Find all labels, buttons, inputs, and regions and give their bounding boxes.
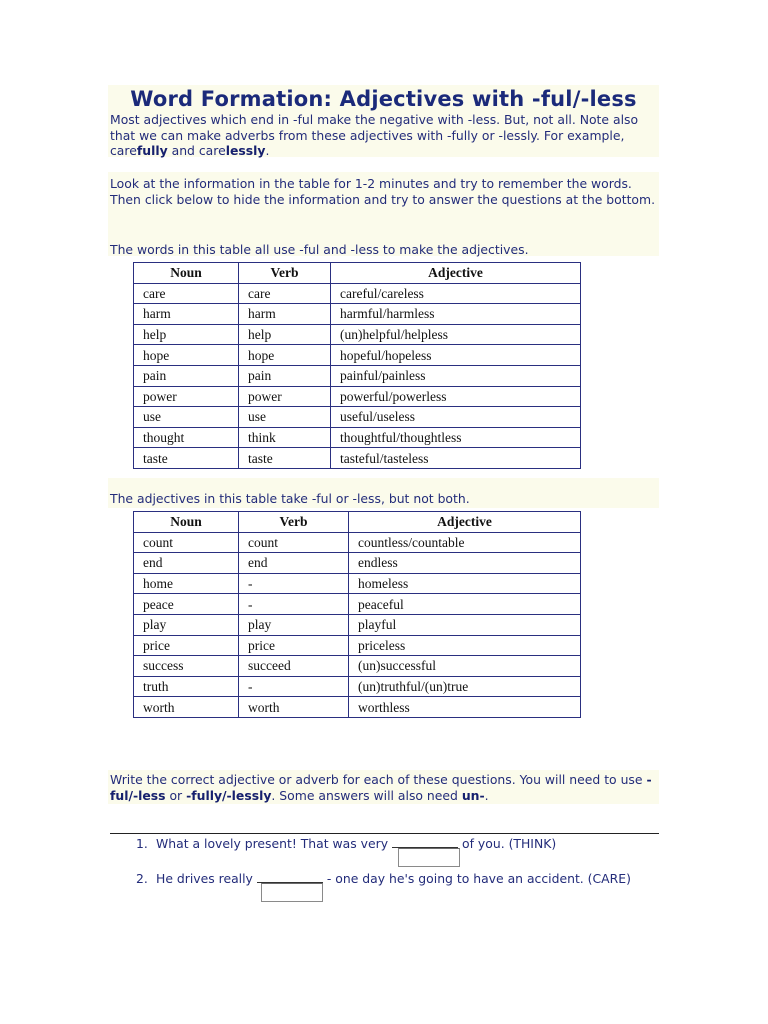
cell-verb: taste	[239, 448, 331, 469]
table-row	[134, 448, 581, 469]
cell-adjective: endless	[349, 553, 581, 574]
table-row	[134, 427, 581, 448]
table-row	[134, 697, 581, 718]
example-1-stem: care	[110, 143, 137, 159]
cell-adjective: playful	[349, 614, 581, 635]
cell-adjective: thoughtful/thoughtless	[331, 427, 581, 448]
cell-noun: play	[134, 614, 239, 635]
cell-noun: use	[134, 407, 239, 428]
cell-adjective: harmful/harmless	[331, 304, 581, 325]
table1-caption: The words in this table all use -ful and -less to make the adjectives.	[110, 242, 529, 257]
example-2-suffix: lessly	[225, 143, 266, 159]
cell-noun: hope	[134, 345, 239, 366]
table-row	[134, 635, 581, 656]
cell-adjective: useful/useless	[331, 407, 581, 428]
cell-verb: -	[239, 676, 349, 697]
cell-adjective: (un)helpful/helpless	[331, 324, 581, 345]
cell-verb: succeed	[239, 656, 349, 677]
question-2	[136, 870, 631, 886]
header-adjective: Adjective	[331, 263, 581, 284]
header-adjective: Adjective	[349, 512, 581, 533]
task-text-3: . Some answers will also need	[271, 787, 462, 803]
table-header-row	[134, 263, 581, 284]
task-text-4: .	[484, 787, 489, 803]
cell-adjective: (un)truthful/(un)true	[349, 676, 581, 697]
example-1-suffix: fully	[136, 143, 168, 159]
cell-adjective: priceless	[349, 635, 581, 656]
table-row	[134, 532, 581, 553]
cell-noun: end	[134, 553, 239, 574]
cell-verb: count	[239, 532, 349, 553]
table-row	[134, 345, 581, 366]
answer-blank	[257, 870, 323, 883]
table-row	[134, 324, 581, 345]
question-text-before: What a lovely present! That was very	[156, 836, 389, 851]
table-row	[134, 614, 581, 635]
cell-noun: help	[134, 324, 239, 345]
task-text-1: Write the correct adjective or adverb for each of these questions. You will need to use	[110, 772, 647, 787]
table-row	[134, 573, 581, 594]
cell-verb: power	[239, 386, 331, 407]
question-number: 1.	[136, 836, 148, 851]
table2-caption: The adjectives in this table take -ful or -less, but not both.	[110, 491, 470, 506]
question-text-after: - one day he's going to have an accident. (CARE)	[326, 871, 631, 886]
cell-noun: truth	[134, 676, 239, 697]
question-text-before: He drives really	[156, 871, 253, 886]
example-2-stem: care	[198, 143, 226, 159]
cell-noun: success	[134, 656, 239, 677]
table-row	[134, 365, 581, 386]
cell-noun: thought	[134, 427, 239, 448]
header-verb: Verb	[239, 263, 331, 284]
cell-adjective: homeless	[349, 573, 581, 594]
table-ful-less-both	[133, 262, 581, 469]
table-row	[134, 283, 581, 304]
page-title: Word Formation: Adjectives with -ful/-less	[130, 87, 637, 111]
cell-adjective: careful/careless	[331, 283, 581, 304]
question-2-answer-input[interactable]	[261, 883, 323, 902]
question-text-after: of you. (THINK)	[462, 836, 557, 851]
table-row	[134, 656, 581, 677]
cell-noun: worth	[134, 697, 239, 718]
header-noun: Noun	[134, 512, 239, 533]
cell-noun: count	[134, 532, 239, 553]
cell-adjective: hopeful/hopeless	[331, 345, 581, 366]
question-1-answer-input[interactable]	[398, 848, 460, 867]
task-bold-2: -fully/-lessly	[186, 787, 272, 803]
cell-noun: harm	[134, 304, 239, 325]
cell-noun: pain	[134, 365, 239, 386]
question-number: 2.	[136, 871, 148, 886]
cell-noun: price	[134, 635, 239, 656]
cell-verb: hope	[239, 345, 331, 366]
table-row	[134, 553, 581, 574]
cell-adjective: countless/countable	[349, 532, 581, 553]
task-bold-1: -ful/-less	[110, 772, 652, 803]
cell-adjective: peaceful	[349, 594, 581, 615]
task-text-2: or	[165, 787, 187, 803]
table-row	[134, 594, 581, 615]
intro-end: .	[265, 143, 270, 159]
task-paragraph	[110, 772, 662, 803]
cell-noun: peace	[134, 594, 239, 615]
answer-blank	[392, 835, 458, 848]
cell-noun: home	[134, 573, 239, 594]
table-row	[134, 676, 581, 697]
table-header-row	[134, 512, 581, 533]
task-bold-3: un-	[461, 787, 485, 803]
cell-verb: harm	[239, 304, 331, 325]
cell-verb: -	[239, 594, 349, 615]
header-verb: Verb	[239, 512, 349, 533]
cell-noun: care	[134, 283, 239, 304]
question-1	[136, 835, 556, 851]
cell-verb: pain	[239, 365, 331, 386]
cell-verb: help	[239, 324, 331, 345]
cell-noun: taste	[134, 448, 239, 469]
cell-adjective: powerful/powerless	[331, 386, 581, 407]
table-ful-or-less	[133, 511, 581, 718]
cell-adjective: painful/painless	[331, 365, 581, 386]
table-row	[134, 386, 581, 407]
cell-adjective: tasteful/tasteless	[331, 448, 581, 469]
cell-verb: -	[239, 573, 349, 594]
cell-verb: use	[239, 407, 331, 428]
cell-verb: end	[239, 553, 349, 574]
cell-verb: play	[239, 614, 349, 635]
cell-noun: power	[134, 386, 239, 407]
intro-text: Most adjectives which end in -ful make the negative with -less. But, not all. Note also that we can make adverbs from these adjectives with -fully or -lessly. For example,	[110, 112, 639, 143]
cell-verb: think	[239, 427, 331, 448]
instructions-paragraph: Look at the information in the table for 1-2 minutes and try to remember the words. Then click below to hide the information and try to answer the questions at the bottom.	[110, 176, 656, 207]
divider	[110, 833, 659, 834]
cell-verb: price	[239, 635, 349, 656]
header-noun: Noun	[134, 263, 239, 284]
cell-adjective: (un)successful	[349, 656, 581, 677]
intro-and: and	[167, 143, 199, 159]
cell-verb: worth	[239, 697, 349, 718]
table-row	[134, 304, 581, 325]
table-row	[134, 407, 581, 428]
cell-verb: care	[239, 283, 331, 304]
cell-adjective: worthless	[349, 697, 581, 718]
intro-paragraph	[110, 112, 662, 159]
